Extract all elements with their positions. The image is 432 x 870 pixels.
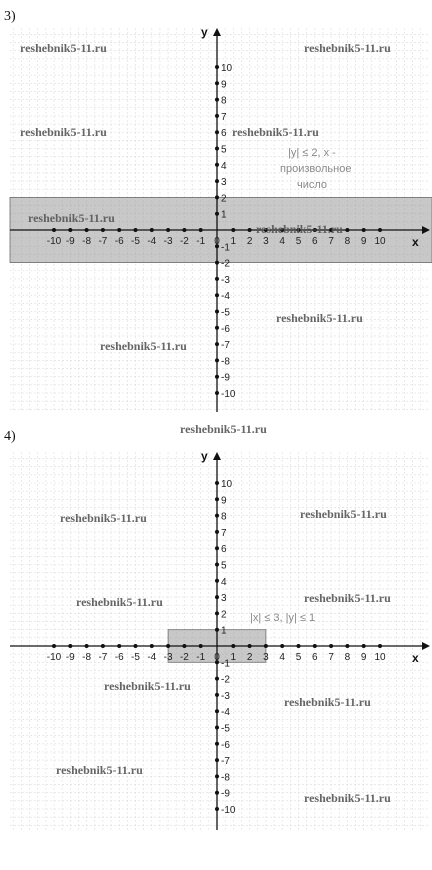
y-tick-label: 1 <box>221 209 227 221</box>
y-tick-dot <box>215 195 219 199</box>
x-tick-dot <box>297 644 301 648</box>
y-tick-label: -3 <box>221 690 230 702</box>
y-tick-dot <box>215 774 219 778</box>
watermark-text: reshebnik5-11.ru <box>20 41 107 55</box>
x-tick-dot <box>199 644 203 648</box>
x-tick-dot <box>101 228 105 232</box>
x-tick-label: 2 <box>246 652 253 663</box>
x-tick-label: 1 <box>230 652 237 663</box>
y-tick-dot <box>215 65 219 69</box>
x-tick-dot <box>166 644 170 648</box>
x-tick-dot <box>52 644 56 648</box>
watermark-text: reshebnik5-11.ru <box>304 41 391 55</box>
y-tick-dot <box>215 179 219 183</box>
x-tick-dot <box>313 644 317 648</box>
y-tick-label: 7 <box>221 111 227 123</box>
panel-label: 4) <box>4 429 16 444</box>
x-tick-label: -5 <box>131 652 140 663</box>
y-tick-dot <box>215 726 219 730</box>
y-tick-label: 6 <box>221 128 227 140</box>
y-tick-label: 9 <box>221 79 227 91</box>
x-tick-label: 8 <box>344 652 351 663</box>
panel-3-graph <box>4 9 432 436</box>
x-tick-label: 2 <box>246 236 253 247</box>
x-tick-dot <box>85 644 89 648</box>
y-tick-label: -10 <box>221 389 236 400</box>
y-tick-dot <box>215 709 219 713</box>
y-tick-label: -6 <box>221 323 230 335</box>
x-tick-label: -6 <box>114 236 124 247</box>
y-tick-label: -3 <box>221 274 230 286</box>
y-tick-dot <box>215 742 219 746</box>
y-tick-dot <box>215 326 219 330</box>
y-tick-label: -1 <box>221 242 230 254</box>
x-tick-label: 8 <box>344 236 351 247</box>
x-tick-label: 10 <box>374 652 386 663</box>
x-tick-label: -8 <box>82 652 92 663</box>
x-tick-label: 9 <box>360 236 367 247</box>
y-tick-dot <box>215 595 219 599</box>
y-tick-label: 6 <box>221 544 227 556</box>
x-tick-dot <box>117 644 121 648</box>
y-tick-label: -1 <box>221 658 230 670</box>
x-tick-dot <box>362 228 366 232</box>
y-tick-dot <box>215 342 219 346</box>
y-axis-label: y <box>201 25 208 39</box>
y-tick-label: 2 <box>221 193 227 205</box>
watermark-text: reshebnik5-11.ru <box>104 679 191 693</box>
x-tick-label: 10 <box>374 236 386 247</box>
y-tick-label: -4 <box>221 291 230 303</box>
y-tick-label: -5 <box>221 307 230 319</box>
y-tick-dot <box>215 758 219 762</box>
x-tick-dot <box>280 644 284 648</box>
y-tick-label: 4 <box>221 160 227 172</box>
x-tick-dot <box>182 228 186 232</box>
y-tick-dot <box>215 358 219 362</box>
x-tick-label: 1 <box>230 236 237 247</box>
watermark-text: reshebnik5-11.ru <box>256 222 343 236</box>
y-tick-label: 3 <box>221 177 227 189</box>
x-tick-dot <box>362 644 366 648</box>
y-tick-label: 8 <box>221 95 227 107</box>
x-tick-dot <box>248 644 252 648</box>
x-tick-dot <box>117 228 121 232</box>
y-tick-dot <box>215 81 219 85</box>
y-tick-dot <box>215 261 219 265</box>
y-axis-arrow <box>213 28 221 36</box>
y-tick-dot <box>215 677 219 681</box>
y-tick-dot <box>215 310 219 314</box>
watermark-text: reshebnik5-11.ru <box>284 695 371 709</box>
condition-note-line: число <box>297 179 328 191</box>
y-tick-dot <box>215 530 219 534</box>
x-tick-dot <box>345 644 349 648</box>
x-tick-label: 5 <box>295 236 302 247</box>
watermark-text: reshebnik5-11.ru <box>232 125 319 139</box>
y-tick-label: -10 <box>221 805 236 816</box>
watermark-text: reshebnik5-11.ru <box>56 763 143 777</box>
condition-note-line: |x| ≤ 3, |y| ≤ 1 <box>250 612 316 624</box>
x-tick-label: 7 <box>328 236 334 247</box>
watermark-text: reshebnik5-11.ru <box>76 595 163 609</box>
x-tick-label: 3 <box>263 652 269 663</box>
x-tick-label: 3 <box>263 236 269 247</box>
y-tick-dot <box>215 375 219 379</box>
y-tick-label: -8 <box>221 772 230 784</box>
condition-note-line: произвольное <box>280 163 352 175</box>
x-tick-label: 0 <box>214 652 220 663</box>
x-tick-label: 0 <box>214 236 220 247</box>
y-tick-dot <box>215 114 219 118</box>
x-axis-label: x <box>412 651 419 665</box>
y-tick-dot <box>215 481 219 485</box>
x-tick-label: -9 <box>65 236 75 247</box>
y-tick-label: -9 <box>221 788 230 800</box>
y-tick-dot <box>215 212 219 216</box>
y-tick-label: 8 <box>221 511 227 523</box>
y-tick-label: 10 <box>221 63 233 74</box>
y-tick-label: -7 <box>221 340 230 352</box>
y-tick-dot <box>215 163 219 167</box>
watermark-text: reshebnik5-11.ru <box>20 125 107 139</box>
y-tick-label: -5 <box>221 723 230 735</box>
x-tick-dot <box>52 228 56 232</box>
x-tick-dot <box>134 228 138 232</box>
x-tick-dot <box>231 644 235 648</box>
x-tick-label: -7 <box>98 236 108 247</box>
y-tick-label: 5 <box>221 144 227 156</box>
condition-note-line: |y| ≤ 2, x - <box>288 147 336 159</box>
y-tick-label: -8 <box>221 356 230 368</box>
x-tick-label: 5 <box>295 652 302 663</box>
x-tick-label: -7 <box>98 652 108 663</box>
x-tick-label: 4 <box>279 236 285 247</box>
y-tick-label: 9 <box>221 495 227 507</box>
watermark-text: reshebnik5-11.ru <box>60 511 147 525</box>
x-tick-dot <box>345 228 349 232</box>
watermark-text: reshebnik5-11.ru <box>180 422 267 436</box>
y-tick-dot <box>215 563 219 567</box>
x-tick-dot <box>248 228 252 232</box>
condition-note <box>280 147 351 191</box>
condition-note <box>250 612 315 624</box>
x-tick-dot <box>166 228 170 232</box>
y-tick-dot <box>215 130 219 134</box>
watermark-text: reshebnik5-11.ru <box>300 507 387 521</box>
x-tick-label: -9 <box>65 652 75 663</box>
y-tick-dot <box>215 628 219 632</box>
y-tick-dot <box>215 693 219 697</box>
x-tick-dot <box>150 644 154 648</box>
x-tick-label: -2 <box>179 236 189 247</box>
y-tick-label: 7 <box>221 527 227 539</box>
y-axis-arrow <box>213 452 221 460</box>
y-tick-label: 2 <box>221 609 227 621</box>
x-tick-label: -10 <box>46 236 62 247</box>
x-tick-label: -8 <box>82 236 92 247</box>
y-tick-label: 10 <box>221 479 233 490</box>
x-tick-dot <box>199 228 203 232</box>
y-tick-dot <box>215 277 219 281</box>
x-tick-label: -1 <box>196 236 206 247</box>
y-tick-dot <box>215 98 219 102</box>
watermark-text: reshebnik5-11.ru <box>100 339 187 353</box>
x-tick-label: 6 <box>312 652 318 663</box>
x-tick-label: 4 <box>279 652 285 663</box>
x-tick-label: -3 <box>163 236 173 247</box>
x-tick-dot <box>329 644 333 648</box>
panel-label: 3) <box>4 9 16 24</box>
panel-4-graph <box>4 429 430 830</box>
x-tick-label: 9 <box>360 652 367 663</box>
x-tick-label: -1 <box>196 652 206 663</box>
x-tick-label: -4 <box>147 652 157 663</box>
x-tick-dot <box>68 644 72 648</box>
y-tick-label: -2 <box>221 258 230 270</box>
watermark-text: reshebnik5-11.ru <box>28 211 115 225</box>
y-tick-dot <box>215 497 219 501</box>
y-tick-dot <box>215 611 219 615</box>
x-tick-dot <box>134 644 138 648</box>
x-tick-dot <box>378 644 382 648</box>
y-tick-dot <box>215 293 219 297</box>
x-tick-label: 7 <box>328 652 334 663</box>
x-tick-dot <box>378 228 382 232</box>
watermark-text: reshebnik5-11.ru <box>276 311 363 325</box>
x-axis-arrow <box>422 642 430 650</box>
y-tick-label: 1 <box>221 625 227 637</box>
x-tick-label: -10 <box>46 652 62 663</box>
y-tick-label: -9 <box>221 372 230 384</box>
y-tick-dot <box>215 514 219 518</box>
x-tick-dot <box>150 228 154 232</box>
y-tick-dot <box>215 791 219 795</box>
x-tick-label: 6 <box>312 236 318 247</box>
x-tick-dot <box>68 228 72 232</box>
y-axis-label: y <box>201 449 208 463</box>
x-tick-dot <box>264 644 268 648</box>
y-tick-dot <box>215 579 219 583</box>
x-tick-dot <box>182 644 186 648</box>
x-axis-label: x <box>412 235 419 249</box>
watermark-text: reshebnik5-11.ru <box>304 791 391 805</box>
x-tick-label: -6 <box>114 652 124 663</box>
x-tick-dot <box>85 228 89 232</box>
y-tick-label: 3 <box>221 593 227 605</box>
x-tick-dot <box>101 644 105 648</box>
y-tick-dot <box>215 147 219 151</box>
y-tick-label: -7 <box>221 756 230 768</box>
watermark-text: reshebnik5-11.ru <box>304 591 391 605</box>
y-tick-label: 4 <box>221 576 227 588</box>
y-tick-dot <box>215 546 219 550</box>
y-tick-label: -2 <box>221 674 230 686</box>
y-tick-label: -4 <box>221 707 230 719</box>
y-tick-dot <box>215 807 219 811</box>
x-tick-label: -4 <box>147 236 157 247</box>
y-tick-dot <box>215 391 219 395</box>
y-tick-label: -6 <box>221 739 230 751</box>
y-tick-label: 5 <box>221 560 227 572</box>
x-tick-label: -3 <box>163 652 173 663</box>
x-tick-label: -2 <box>179 652 189 663</box>
x-tick-dot <box>231 228 235 232</box>
x-tick-label: -5 <box>131 236 140 247</box>
